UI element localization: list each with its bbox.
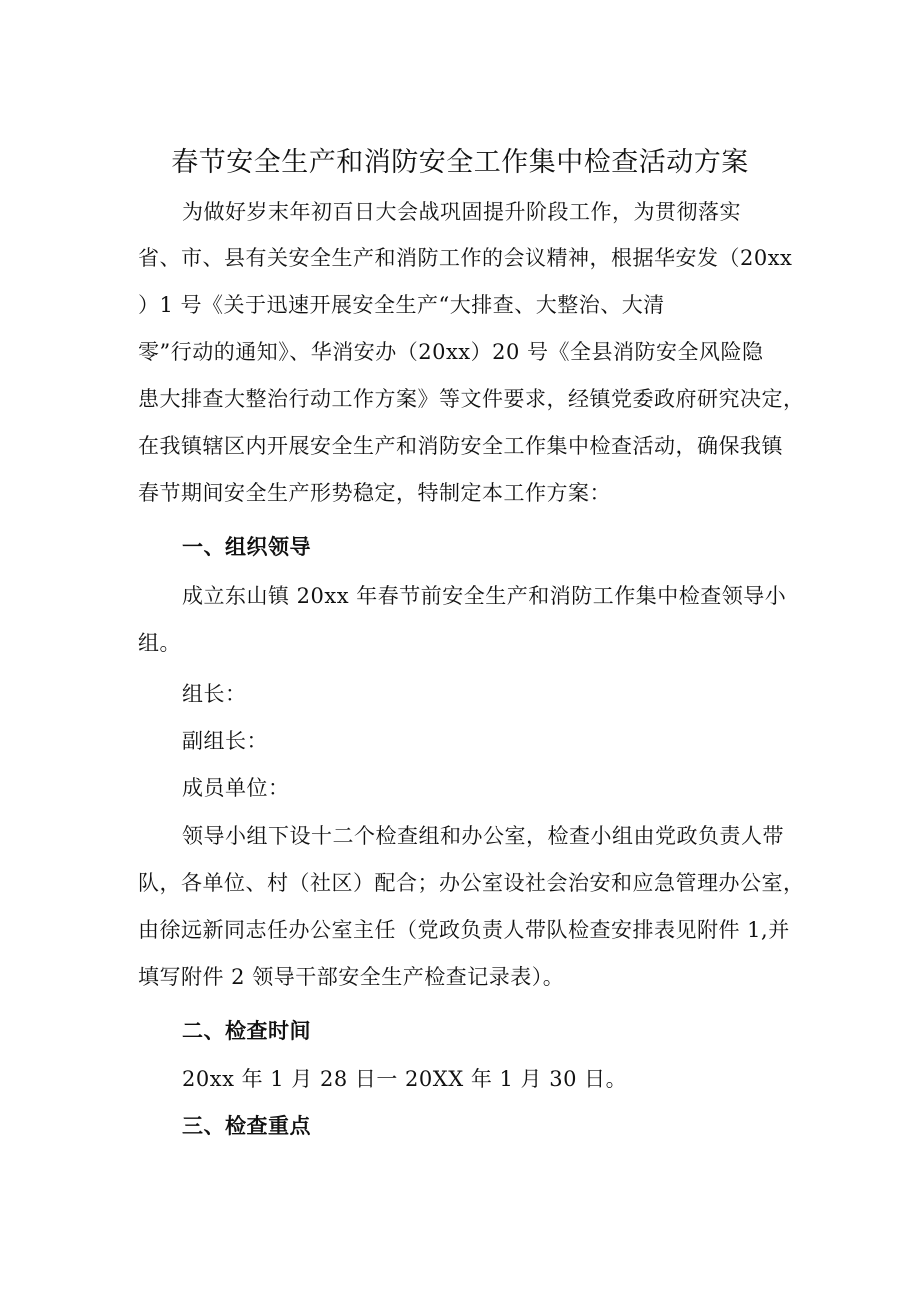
inspection-time-text: 20xx 年 1 月 28 日一 20XX 年 1 月 30 日。 (182, 1067, 628, 1091)
office-line: 队，各单位、村（社区）配合；办公室设社会治安和应急管理办公室， (138, 871, 805, 895)
deputy-leader-label: 副组长： (182, 729, 268, 753)
section1-line: 成立东山镇 20xx 年春节前安全生产和消防工作集中检查领导小 (182, 584, 787, 608)
leader-label: 组长： (182, 682, 247, 706)
section1-line: 组。 (138, 631, 181, 655)
section-heading-inspection-time: 二、检查时间 (182, 1018, 311, 1043)
intro-line: ）1 号《关于迅速开展安全生产“大排查、大整治、大清 (138, 293, 665, 317)
office-line: 填写附件 2 领导干部安全生产检查记录表）。 (138, 965, 565, 989)
document-title: 春节安全生产和消防安全工作集中检查活动方案 (171, 147, 749, 178)
office-line: 由徐远新同志任办公室主任（党政负责人带队检查安排表见附件 1,并 (138, 918, 790, 942)
intro-line: 省、市、县有关安全生产和消防工作的会议精神，根据华安发（20xx (138, 246, 793, 270)
intro-line: 在我镇辖区内开展安全生产和消防安全工作集中检查活动，确保我镇 (138, 434, 783, 458)
intro-line: 零”行动的通知》、华消安办（20xx）20 号《全县消防安全风险隐 (138, 340, 764, 364)
intro-line: 春节期间安全生产形势稳定，特制定本工作方案： (138, 481, 611, 505)
member-units-label: 成员单位： (182, 776, 290, 800)
office-line: 领导小组下设十二个检查组和办公室，检查小组由党政负责人带 (182, 824, 784, 848)
section-heading-inspection-focus: 三、检查重点 (182, 1113, 311, 1138)
section-heading-organization: 一、组织领导 (182, 534, 311, 559)
intro-line: 为做好岁末年初百日大会战巩固提升阶段工作，为贯彻落实 (182, 200, 741, 224)
intro-line: 患大排查大整治行动工作方案》等文件要求，经镇党委政府研究决定， (138, 387, 805, 411)
